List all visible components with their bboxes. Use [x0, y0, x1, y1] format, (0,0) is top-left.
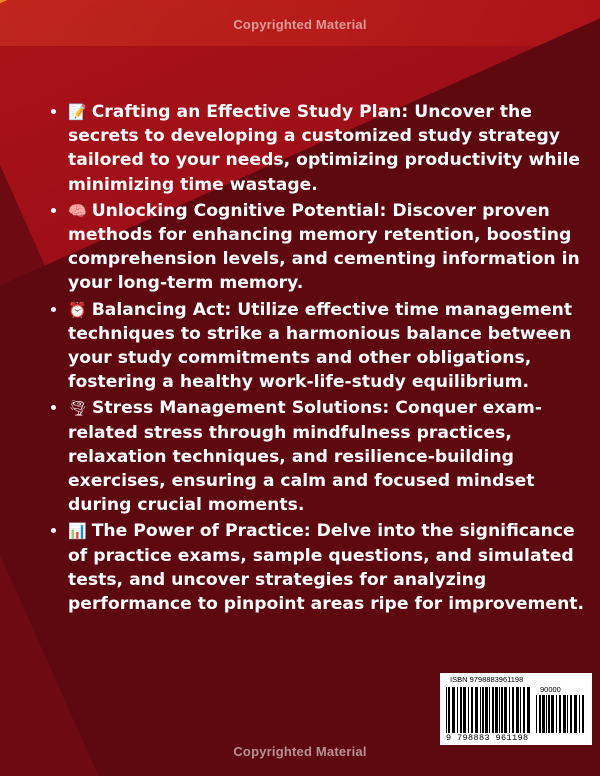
barcode-bar	[563, 695, 566, 733]
barcode-bar	[463, 687, 466, 733]
barcode-bar	[536, 695, 537, 733]
barcode-bar	[482, 687, 484, 733]
list-item-text: Crafting an Effective Study Plan: Uncover the secrets to developing a customized study strategy tailored to your needs, optimizing productivity while minimizing time wastage.	[68, 102, 581, 195]
barcode-bar	[468, 687, 469, 733]
barcode-bar	[448, 687, 450, 733]
barcode-bar	[452, 687, 455, 733]
barcode-bar	[446, 687, 447, 733]
isbn-digits: 9 798883 961198	[446, 733, 529, 743]
list-item-text: The Power of Practice: Delve into the significance of practice exams, sample questions, and simulated tests, and uncover strategies for analyzing performance to pinpoint areas ripe for improvement.	[68, 521, 585, 615]
barcode-bar	[512, 687, 514, 733]
list-item-text: Unlocking Cognitive Potential: Discover proven methods for enhancing memory retention, boosting comprehension levels, and cementing information in your long-term memory.	[68, 200, 580, 294]
list-item	[68, 519, 588, 616]
barcode-bar	[499, 687, 500, 733]
barcode-bar	[504, 687, 507, 733]
list-item	[68, 396, 588, 517]
price-code: 90000	[540, 685, 561, 694]
barcode-bar	[509, 687, 510, 733]
list-item-text: Stress Management Solutions: Conquer exam-related stress through mindfulness practices, relaxation techniques, and resilience-building exercises, ensuring a calm and focused mindset during crucial moments.	[68, 398, 542, 516]
barcode-bar	[570, 695, 572, 733]
barcode-bar	[579, 695, 580, 733]
isbn-label: ISBN 9798883961198	[450, 675, 524, 684]
barcode-bar	[471, 687, 473, 733]
barcode-bar	[582, 695, 584, 733]
barcode-bar	[520, 687, 521, 733]
barcode-bar	[546, 695, 547, 733]
barcode-bar	[457, 687, 458, 733]
barcode-bar	[539, 695, 541, 733]
price-barcode-bars	[536, 695, 584, 733]
barcode-bar	[516, 687, 519, 733]
barcode-bar	[489, 687, 490, 733]
alarm-clock-icon: ⏰	[68, 300, 87, 319]
barcode-bar	[485, 687, 488, 733]
bar-chart-icon: 📊	[68, 522, 87, 541]
barcode-bar	[548, 695, 550, 733]
barcode-bar	[480, 687, 481, 733]
list-item	[68, 298, 588, 395]
barcode-bar	[523, 687, 525, 733]
watermark-bottom: Copyrighted Material	[233, 744, 367, 759]
feature-list	[48, 100, 588, 618]
list-item	[68, 100, 588, 197]
barcode-bar	[492, 687, 494, 733]
barcode-bar	[475, 687, 478, 733]
list-item-text: Balancing Act: Utilize effective time management techniques to strike a harmonious balance between your study commitments and other obligations, fostering a healthy work-life-study equilibrium.	[68, 299, 573, 393]
tornado-icon: 🌪	[68, 399, 88, 418]
brain-icon: 🧠	[68, 201, 87, 220]
barcode-bar	[495, 687, 498, 733]
barcode-bar	[551, 695, 554, 733]
barcode-bar	[527, 687, 530, 733]
barcode-bar	[542, 695, 545, 733]
barcode-bar	[574, 695, 577, 733]
barcode-bar	[567, 695, 568, 733]
barcode-bars	[446, 687, 532, 733]
watermark-top: Copyrighted Material	[233, 17, 367, 32]
isbn-barcode	[440, 673, 592, 745]
list-item	[68, 199, 588, 296]
barcode-bar	[460, 687, 462, 733]
memo-icon: 📝	[68, 103, 87, 121]
barcode-bar	[556, 695, 557, 733]
barcode-bar	[501, 687, 503, 733]
barcode-bar	[559, 695, 561, 733]
